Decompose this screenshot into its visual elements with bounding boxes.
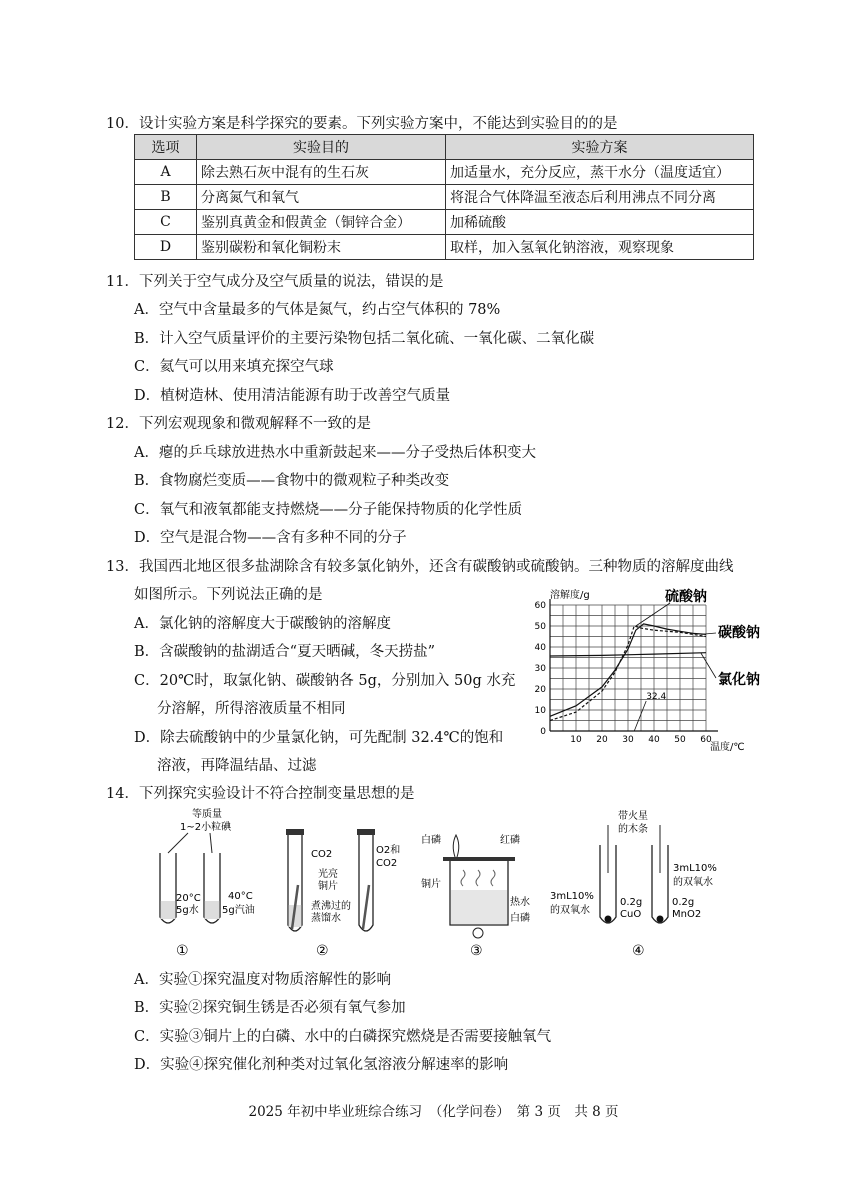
table-cell: 鉴别真黄金和假黄金（铜锌合金） — [197, 210, 446, 235]
hot-water — [451, 890, 507, 924]
fig2-label: O2和 — [376, 845, 401, 856]
table-cell: 加稀硫酸 — [446, 210, 754, 235]
fig2-label: 光亮 — [318, 869, 338, 880]
copper-strip — [363, 885, 369, 929]
fig4-label: 的双氧水 — [673, 877, 713, 888]
fig2-label: CO2 — [376, 858, 398, 869]
fig4-label: 3mL10% — [673, 863, 717, 874]
fig1-label: 5g汽油 — [222, 905, 255, 916]
steam-icon — [461, 870, 495, 886]
page-footer: 2025 年初中毕业班综合练习 （化学问卷） 第 3 页 共 8 页 — [248, 1104, 619, 1120]
table-header: 选项 — [135, 135, 197, 160]
q13-option-d-line2: 溶液，再降温结晶、过滤 — [157, 758, 317, 774]
x-tick-label: 20 — [596, 735, 608, 745]
experiment-3-figure — [418, 825, 538, 960]
x-tick-label: 40 — [648, 735, 660, 745]
q10-table — [134, 134, 754, 260]
experiment-4-figure — [548, 805, 728, 960]
q11-option-b: B．计入空气质量评价的主要污染物包括二氧化硫、一氧化碳、二氧化碳 — [134, 331, 595, 347]
chart-xlabel: 温度/℃ — [710, 742, 745, 753]
fig1-number: ① — [176, 943, 189, 959]
fig3-number: ③ — [470, 943, 483, 959]
q11-option-d: D．植树造林、使用清洁能源有助于改善空气质量 — [134, 388, 451, 404]
q11-option-a: A．空气中含量最多的气体是氮气，约占空气体积的 78% — [134, 302, 501, 318]
fig1-label: 5g水 — [176, 905, 199, 916]
fig1-label: 1~2小粒碘 — [180, 822, 232, 833]
q13-option-b: B．含碳酸钠的盐湖适合“夏天晒碱，冬天捞盐” — [134, 644, 435, 660]
table-cell: B — [135, 185, 197, 210]
table-cell: 加适量水，充分反应，蒸干水分（温度适宜） — [446, 160, 754, 185]
y-tick-label: 60 — [534, 601, 546, 611]
fig4-label: 0.2g — [620, 897, 643, 908]
q13-stem-line1: 13．我国西北地区很多盐湖除含有较多氯化钠外，还含有碳酸钠或硫酸钠。三种物质的溶解度曲线 — [106, 559, 734, 575]
fig4-label: 的木条 — [618, 824, 648, 835]
q10-stem: 10．设计实验方案是科学探究的要素。下列实验方案中，不能达到实验目的的是 — [106, 116, 618, 132]
q14-option-c: C．实验③铜片上的白磷、水中的白磷探究燃烧是否需要接触氧气 — [134, 1029, 552, 1045]
pointer-line — [210, 833, 212, 853]
liquid — [205, 901, 220, 919]
table-row — [135, 185, 754, 210]
solubility-chart — [520, 585, 780, 755]
q11-stem: 11．下列关于空气成分及空气质量的说法，错误的是 — [106, 274, 444, 290]
x-tick-label: 50 — [674, 735, 686, 745]
fig4-label: 0.2g — [672, 897, 695, 908]
table-cell: 鉴别碳粉和氧化铜粉末 — [197, 235, 446, 260]
fig4-label: MnO2 — [672, 909, 702, 920]
y-tick-label: 40 — [534, 643, 546, 653]
fig3-label: 铜片 — [421, 879, 441, 890]
q13-option-c-line1: C．20℃时，取氯化钠、碳酸钠各 5g，分别加入 50g 水充 — [134, 673, 516, 689]
fig2-label: 铜片 — [318, 881, 338, 892]
test-tube — [359, 835, 373, 931]
catalyst — [657, 916, 664, 923]
fig3-label: 白磷 — [421, 835, 441, 846]
table-row — [135, 235, 754, 260]
fig4-label: 3mL10% — [550, 891, 594, 902]
q14-option-a: A．实验①探究温度对物质溶解性的影响 — [134, 972, 391, 988]
y-tick-label: 0 — [540, 727, 546, 737]
q12-option-b: B．食物腐烂变质——食物中的微观粒子种类改变 — [134, 473, 450, 489]
series-label-na2so4: 硫酸钠 — [665, 589, 707, 605]
experiment-1-figure — [140, 805, 270, 960]
chart-ylabel: 溶解度/g — [550, 590, 590, 601]
y-tick-label: 10 — [534, 706, 546, 716]
table-cell: 除去熟石灰中混有的生石灰 — [197, 160, 446, 185]
flame-icon — [453, 835, 459, 857]
series-label-na2co3: 碳酸钠 — [718, 625, 760, 641]
fig4-label: 带火星 — [618, 811, 648, 822]
q13-option-a: A．氯化钠的溶解度大于碳酸钠的溶解度 — [134, 616, 391, 632]
stopper — [286, 829, 304, 835]
fig1-label: 40°C — [228, 891, 253, 902]
stopper — [357, 829, 375, 835]
fig4-number: ④ — [632, 943, 645, 959]
table-row — [135, 210, 754, 235]
table-cell: 取样，加入氢氧化钠溶液，观察现象 — [446, 235, 754, 260]
x-tick-label: 30 — [622, 735, 634, 745]
y-tick-label: 50 — [534, 622, 546, 632]
series-label-nacl: 氯化钠 — [718, 672, 760, 688]
table-cell: D — [135, 235, 197, 260]
table-cell: C — [135, 210, 197, 235]
q14-option-b: B．实验②探究铜生锈是否必须有氧气参加 — [134, 1000, 406, 1016]
fig3-label: 白磷 — [510, 913, 530, 924]
fig1-label: 等质量 — [192, 809, 222, 820]
annotation-leader — [634, 701, 646, 731]
fig1-label: 20°C — [176, 893, 201, 904]
q13-option-d-line1: D．除去硫酸钠中的少量氯化钠，可先配制 32.4℃的饱和 — [134, 730, 504, 746]
q14-stem: 14．下列探究实验设计不符合控制变量思想的是 — [106, 786, 415, 802]
fig3-label: 红磷 — [500, 835, 520, 846]
q11-option-c: C．氦气可以用来填充探空气球 — [134, 359, 334, 375]
table-row — [135, 160, 754, 185]
q12-option-c: C．氧气和液氧都能支持燃烧——分子能保持物质的化学性质 — [134, 502, 523, 518]
y-tick-label: 30 — [534, 664, 546, 674]
fig4-label: CuO — [620, 909, 642, 920]
q12-stem: 12．下列宏观现象和微观解释不一致的是 — [106, 416, 371, 432]
q13-stem-line2: 如图所示。下列说法正确的是 — [134, 587, 323, 603]
table-cell: A — [135, 160, 197, 185]
fig2-label: CO2 — [311, 849, 333, 860]
fig2-label: 蒸馏水 — [311, 913, 341, 924]
fig4-label: 的双氧水 — [550, 905, 590, 916]
fig3-label: 热水 — [510, 897, 530, 908]
table-cell: 分离氮气和氧气 — [197, 185, 446, 210]
leader-line — [701, 653, 716, 678]
q12-option-d: D．空气是混合物——含有多种不同的分子 — [134, 530, 407, 546]
y-tick-label: 20 — [534, 685, 546, 695]
table-header-row — [135, 135, 754, 160]
tripod-icon — [473, 928, 483, 938]
catalyst — [605, 916, 612, 923]
q13-option-c-line2: 分溶解，所得溶液质量不相同 — [157, 701, 346, 717]
experiment-2-figure — [278, 825, 408, 960]
q14-option-d: D．实验④探究催化剂种类对过氧化氢溶液分解速率的影响 — [134, 1057, 509, 1073]
annotation-label: 32.4 — [646, 692, 667, 702]
table-header: 实验方案 — [446, 135, 754, 160]
fig2-number: ② — [316, 943, 329, 959]
fig2-label: 煮沸过的 — [311, 901, 351, 912]
x-tick-label: 10 — [570, 735, 582, 745]
table-header: 实验目的 — [197, 135, 446, 160]
table-cell: 将混合气体降温至液态后利用沸点不同分离 — [446, 185, 754, 210]
pointer-line — [168, 833, 188, 853]
q12-option-a: A．瘪的乒乓球放进热水中重新鼓起来——分子受热后体积变大 — [134, 445, 536, 461]
x-tick-label: 60 — [700, 735, 712, 745]
liquid — [161, 901, 176, 919]
copper-plate — [443, 857, 515, 861]
